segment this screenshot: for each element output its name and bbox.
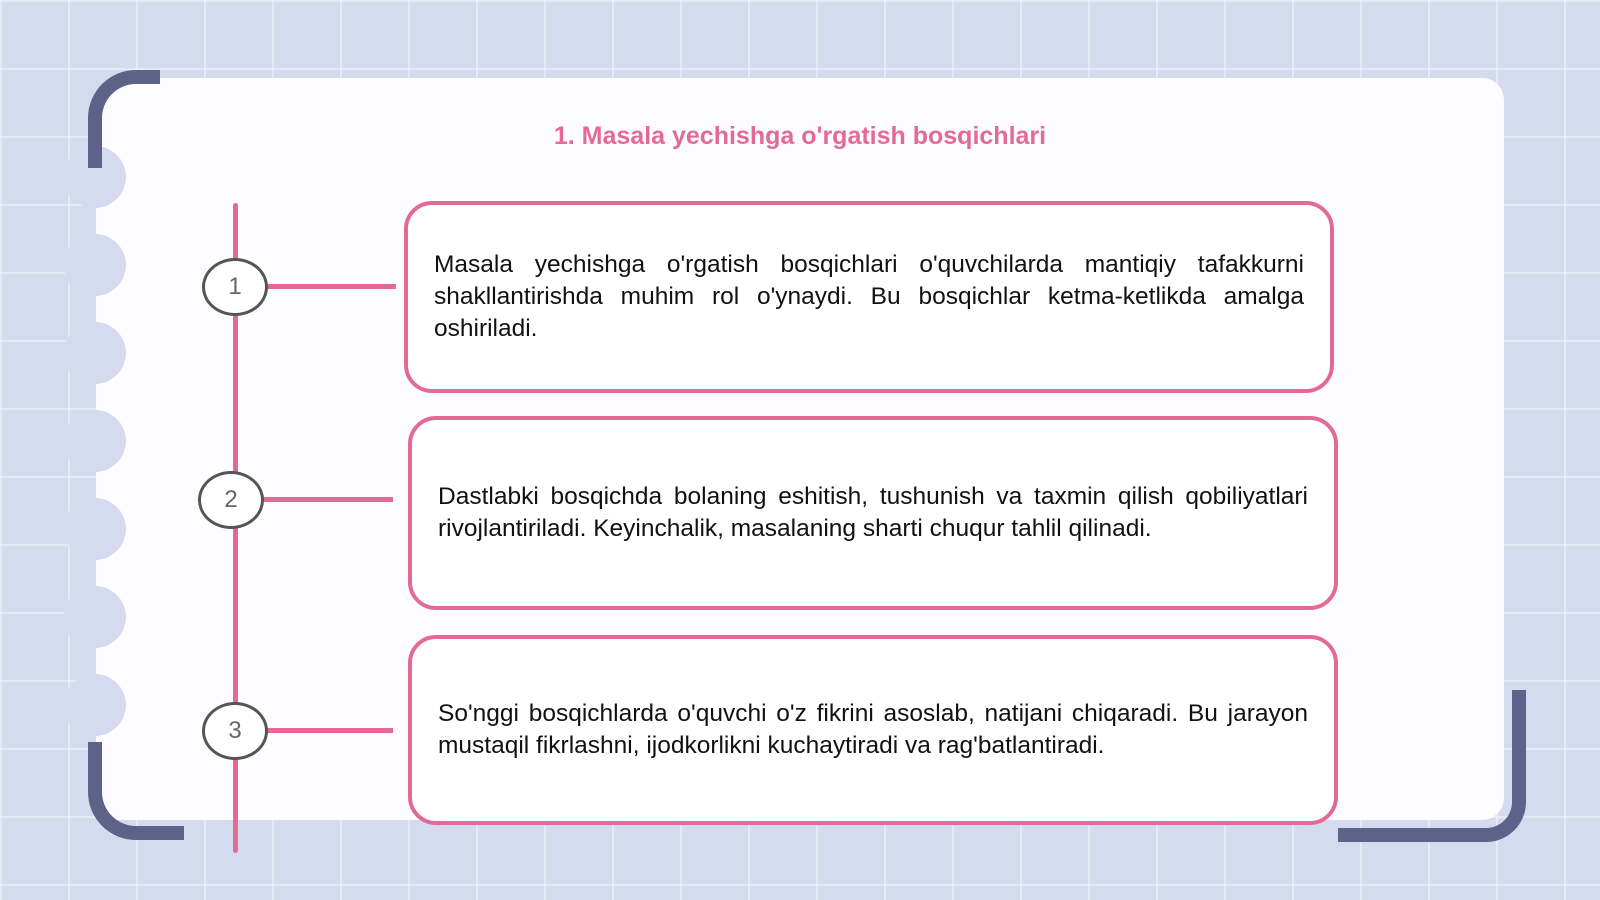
corner-bracket-top-left [88,70,160,168]
step-box [408,416,1338,610]
paper-scallop [64,674,126,736]
paper-scallop [64,498,126,560]
corner-bracket-bottom-right [1338,690,1526,842]
step-text: Dastlabki bosqichda bolaning eshitish, tushunish va taxmin qilish qobiliyatlari rivojlantiriladi. Keyinchalik, masalaning sharti chuqur tahlil qilinadi. [438,483,1308,542]
step-text: Masala yechishga o'rgatish bosqichlari o'quvchilarda mantiqiy tafakkurni shakllantirishda muhim rol o'ynaydi. Bu bosqichlar ketma-ketlikda amalga oshiriladi. [434,251,1304,342]
step-number-badge: 1 [202,258,268,316]
paper-scallop [64,234,126,296]
step-number-badge: 3 [202,702,268,760]
step-number-badge: 2 [198,471,264,529]
step-connector [266,728,393,733]
step-text: So'nggi bosqichlarda o'quvchi o'z fikrini asoslab, natijani chiqaradi. Bu jarayon mustaqil fikrlashni, ijodkorlikni kuchaytiradi va rag'batlantiradi. [438,700,1308,759]
paper-scallop [64,410,126,472]
step-connector [263,497,393,502]
slide-title: 1. Masala yechishga o'rgatish bosqichlari [553,122,1047,150]
step-connector [266,284,396,289]
paper-scallop [64,586,126,648]
corner-bracket-bottom-left [88,742,184,840]
step-box [404,201,1334,393]
paper-scallop [64,322,126,384]
step-box [408,635,1338,825]
